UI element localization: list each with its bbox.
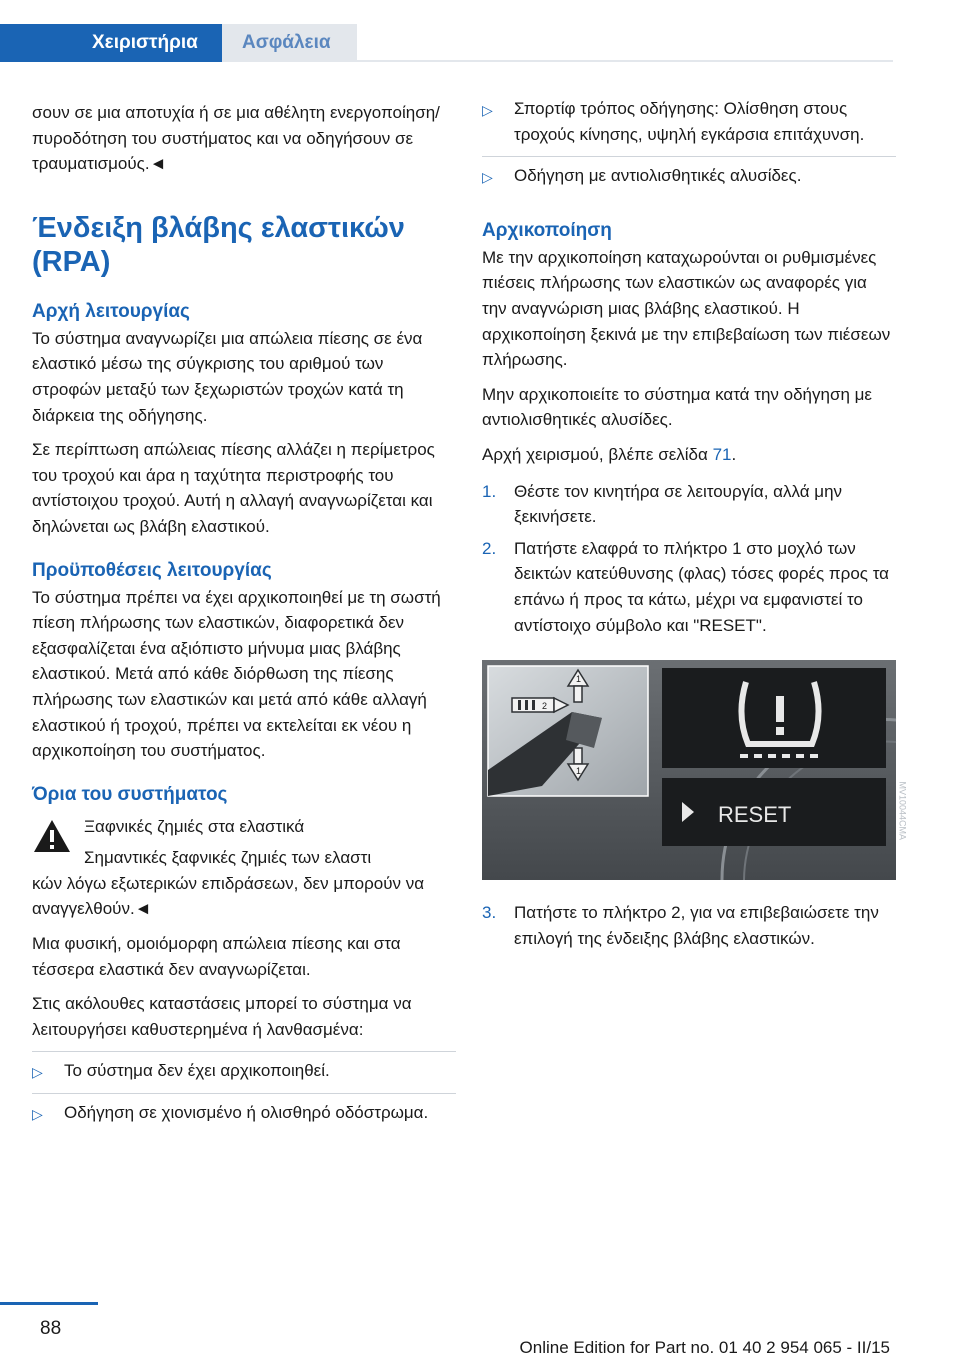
- list-item: ▷ Οδήγηση με αντιολισθητικές αλυσίδες.: [482, 157, 896, 198]
- heading-limits: Όρια του συστήματος: [32, 783, 228, 805]
- principle-paragraph-2: Σε περίπτωση απώλειας πίεσης αλλάζει η περίμετρος του τροχού και άρα η ταχύτητα περιστροφής του αντίστοιχου τροχού. Αυτή η αλλαγή αναγνωρίζεται και δηλώνεται ως βλάβη ελαστικού.: [32, 440, 435, 536]
- list-item: ▷ Σπορτίφ τρόπος οδήγησης: Ολίσθηση στους τροχούς κίνησης, υψηλή εγκάρσια επιτάχυνση.: [482, 90, 896, 157]
- header-rule: [357, 60, 893, 62]
- list-item: ▷ Οδήγηση σε χιονισμένο ή ολισθηρό οδόστρωμα.: [32, 1094, 456, 1135]
- triangle-bullet-icon: ▷: [482, 102, 493, 118]
- right-column: [482, 99, 908, 955]
- tab-controls[interactable]: Χειριστήρια: [0, 24, 222, 62]
- limits-paragraph-1: Μια φυσική, ομοιόμορφη απώλεια πίεσης και στα τέσσερα ελαστικά δεν αναγνωρίζεται.: [32, 934, 401, 979]
- warning-text: κών λόγω εξωτερικών επιδράσεων, δεν μπορούν να αναγγελθούν.◄: [32, 873, 425, 919]
- callout-1-top: 1: [576, 674, 582, 685]
- reset-label: RESET: [718, 802, 792, 828]
- heading-principle: Αρχή λειτουργίας: [32, 300, 190, 322]
- prerequisites-paragraph: Το σύστημα πρέπει να έχει αρχικοποιηθεί με τη σωστή πίεση πλήρωσης των ελαστικών, διαφορετικά δεν εξασφαλίζεται ένα αξιόπιστο μήνυμα μιας βλάβης ελαστικού. Μετά από κάθε διόρθωση της πίεσης πλήρωσης των ελαστικών και μετά από κάθε αλλαγή ελαστικού ή τροχού, πρέπει να εκτελείται εκ νέου η αρχικοποίηση του συστήματος.: [32, 587, 441, 761]
- callout-1-bottom: 1: [576, 766, 582, 777]
- init-paragraph-1: Με την αρχικοποίηση καταχωρούνται οι ρυθμισμένες πιέσεις πλήρωσης των ελαστικών ως αναφορές για την αναγνώριση μιας βλάβης ελαστικού. Η αρχικοποίηση ξεκινά με την επιβεβαίωση των πιέσεων πλήρωσης.: [482, 247, 891, 370]
- page-header: [0, 0, 960, 62]
- section-title: Ένδειξη βλάβης ελαστικών (RPA): [32, 211, 405, 278]
- page-number: 88: [40, 1318, 62, 1339]
- warning-icon: [32, 818, 72, 854]
- limits-paragraph-2: Στις ακόλουθες καταστάσεις μπορεί το σύστημα να λειτουργήσει καθυστερημένα ή λανθασμένα:: [32, 994, 412, 1039]
- dashboard-figure: [482, 660, 908, 880]
- init-paragraph-2: Μην αρχικοποιείτε το σύστημα κατά την οδήγηση με αντιολισθητικές αλυσίδες.: [482, 384, 872, 430]
- intro-paragraph: σουν σε μια αποτυχία ή σε μια αθέλητη ενεργοποίηση/πυροδότηση του συστήματος και να οδηγήσουν σε τραυματισμούς.◄: [32, 103, 440, 174]
- heading-initialization: Αρχικοποίηση: [482, 219, 612, 241]
- edition-text: Online Edition for Part no. 01 40 2 954 065 - II/15: [519, 1338, 890, 1357]
- left-column: [32, 100, 456, 1135]
- init-paragraph-3: Αρχή χειρισμού, βλέπε σελίδα 71.: [482, 444, 737, 464]
- figure-code: MV10044CMA: [898, 781, 908, 841]
- steps-list-continued: [482, 898, 896, 955]
- heading-prerequisites: Προϋποθέσεις λειτουργίας: [32, 559, 272, 581]
- step-item: 2. Πατήστε ελαφρά το πλήκτρο 1 στο μοχλό των δεικτών κατεύθυνσης (φλας) τόσες φορές προς τα επάνω ή προς τα κάτω, μέχρι να εμφανιστεί το αντίστοιχο σύμβολο και "RESET".: [482, 538, 889, 635]
- warning-box: [32, 814, 456, 922]
- limits-list: [32, 1051, 456, 1134]
- limits-list-continued: [482, 90, 896, 198]
- footer-rule: [0, 1302, 98, 1305]
- dashboard-illustration: [482, 660, 896, 880]
- step-item: 1. Θέστε τον κινητήρα σε λειτουργία, αλλά μην ξεκινήσετε.: [482, 481, 843, 527]
- list-item: ▷ Το σύστημα δεν έχει αρχικοποιηθεί.: [32, 1051, 456, 1094]
- warning-line-1: Σημαντικές ξαφνικές ζημιές των ελαστι: [84, 848, 372, 868]
- triangle-bullet-icon: ▷: [482, 169, 493, 186]
- page-link[interactable]: 71: [712, 444, 732, 464]
- warning-title: Ξαφνικές ζημιές στα ελαστικά: [84, 816, 305, 836]
- triangle-bullet-icon: ▷: [32, 1064, 43, 1081]
- tab-safety[interactable]: Ασφάλεια: [222, 24, 357, 62]
- principle-paragraph-1: Το σύστημα αναγνωρίζει μια απώλεια πίεσης σε ένα ελαστικό μέσω της σύγκρισης του αριθμού των στροφών μεταξύ των ξεχωριστών τροχών κατά τη διάρκεια της οδήγησης.: [32, 328, 423, 425]
- callout-2: 2: [542, 701, 548, 712]
- triangle-bullet-icon: ▷: [32, 1106, 43, 1123]
- step-item: 3. Πατήστε το πλήκτρο 2, για να επιβεβαιώσετε την επιλογή της ένδειξης βλάβης ελαστικών.: [482, 903, 879, 948]
- steps-list: [482, 477, 896, 643]
